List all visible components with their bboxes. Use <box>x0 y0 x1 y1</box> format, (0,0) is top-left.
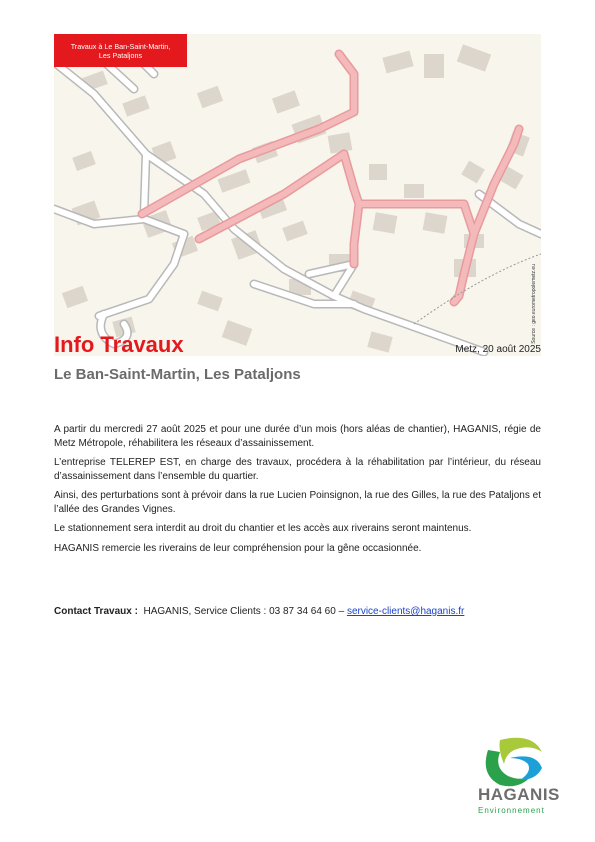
map-label-line2: Les Pataljons <box>98 50 143 60</box>
map-source: Source : geo.eurometropolemetz.eu <box>531 264 537 344</box>
rail-line <box>414 254 541 324</box>
map-label-line1: Travaux à Le Ban-Saint-Martin, <box>70 41 171 51</box>
contact-email-link[interactable]: service-clients@haganis.fr <box>346 606 465 617</box>
document-date: Metz, 20 août 2025 <box>455 344 541 355</box>
notice-body <box>54 423 541 561</box>
page-subtitle: Le Ban-Saint-Martin, Les Pataljons <box>54 366 301 383</box>
map-drawing <box>54 34 541 356</box>
map-location-label <box>54 34 187 67</box>
contact-text: HAGANIS, Service Clients : 03 87 34 64 60 – <box>143 606 345 617</box>
map-road-fill <box>54 34 541 352</box>
paragraph: L’entreprise TELEREP EST, en charge des travaux, procédera à la réhabilitation par l’intérieur, du réseau d’assainissement dans l’ensemble du quartier. <box>54 457 541 482</box>
paragraph: HAGANIS remercie les riverains de leur compréhension pour la gêne occasionnée. <box>54 542 422 554</box>
logo-name: HAGANIS <box>478 785 560 804</box>
page-title: Info Travaux <box>54 332 184 357</box>
paragraph: Ainsi, des perturbations sont à prévoir dans la rue Lucien Poinsignon, la rue des Gilles, la rue des Pataljons et l’allée des Grandes Vignes. <box>54 490 541 515</box>
paragraph: Le stationnement sera interdit au droit du chantier et les accès aux riverains seront maintenus. <box>54 523 472 534</box>
paragraph: A partir du mercredi 27 août 2025 et pour une durée d’un mois (hors aléas de chantier), HAGANIS, régie de Metz Métropole, réhabilitera les réseaux d’assainissement. <box>54 424 541 449</box>
contact-line <box>54 606 464 617</box>
contact-label: Contact Travaux : <box>54 606 138 617</box>
logo-subtitle: Environnement <box>478 806 545 815</box>
location-map <box>54 34 541 356</box>
